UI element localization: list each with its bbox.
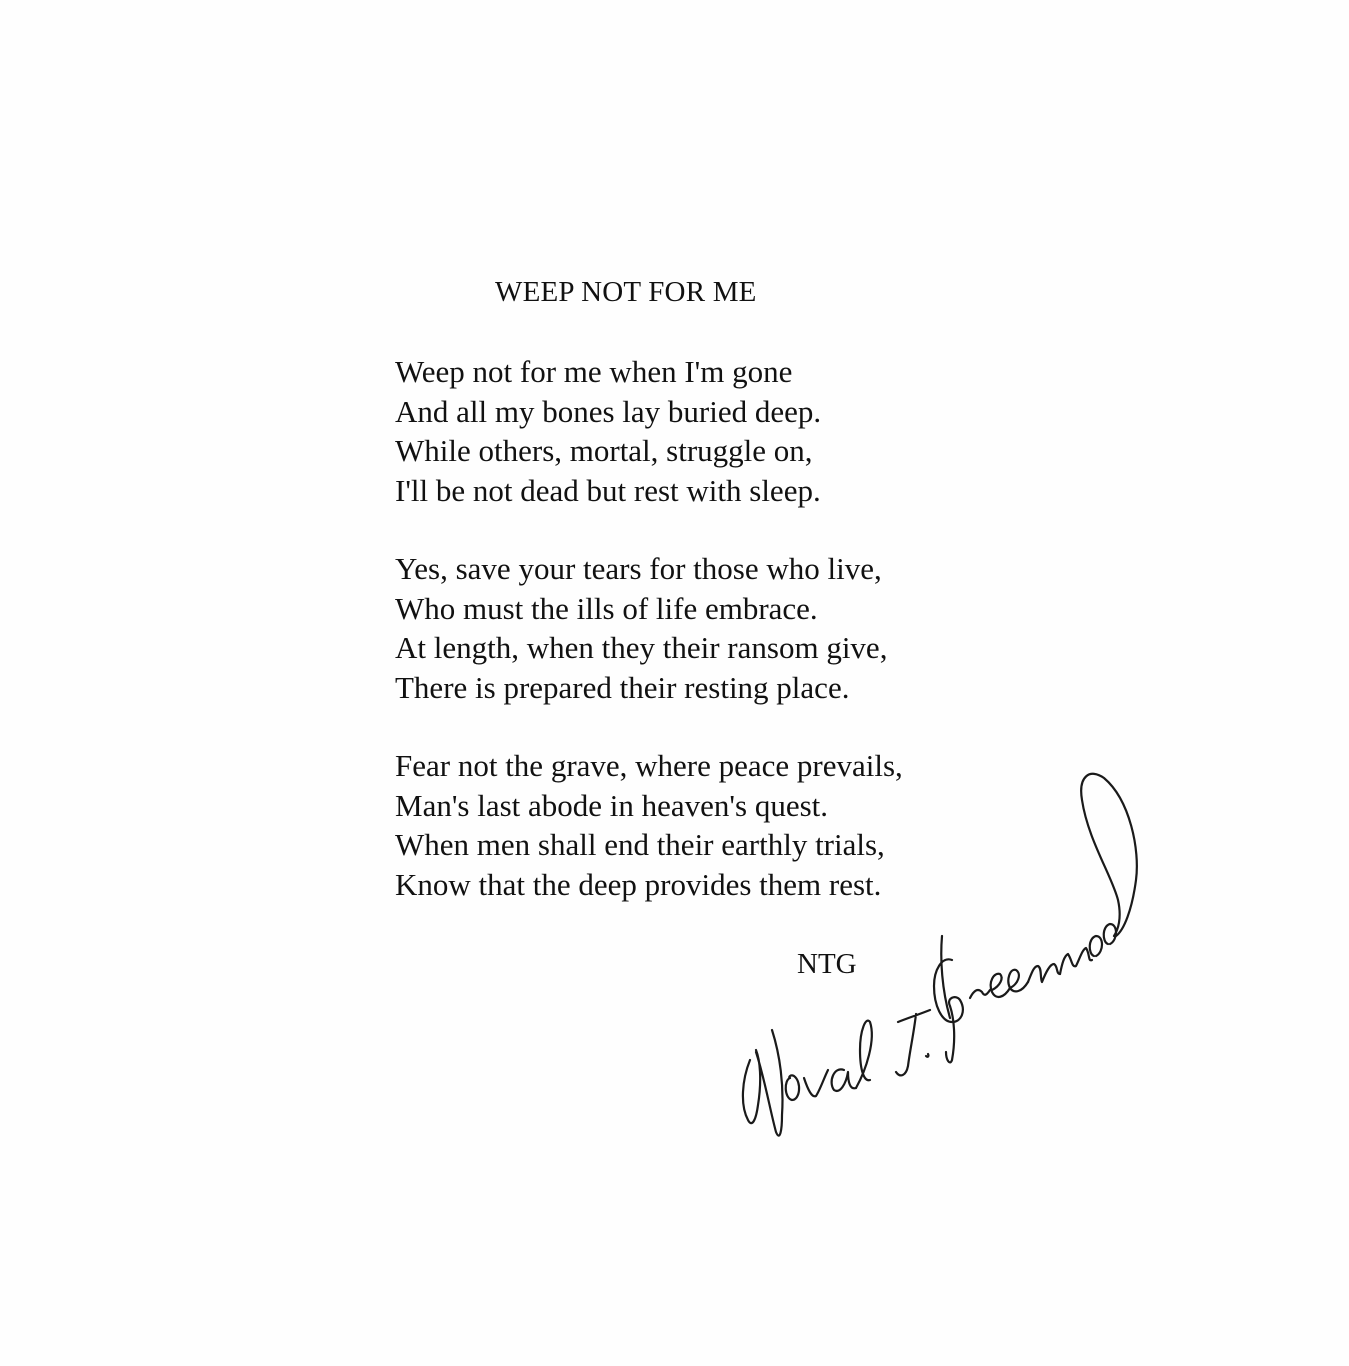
poem-line: While others, mortal, struggle on, [395, 433, 813, 468]
poem-line: At length, when they their ransom give, [395, 630, 888, 665]
author-initials: NTG [797, 948, 857, 980]
poem-line: I'll be not dead but rest with sleep. [395, 472, 821, 508]
poem-title: WEEP NOT FOR ME [495, 276, 757, 308]
poem-line: Man's last abode in heaven's quest. [395, 787, 829, 823]
poem-line: Yes, save your tears for those who live, [395, 551, 882, 586]
stanza-1 [395, 352, 821, 510]
poem-line: And all my bones lay buried deep. [395, 393, 822, 429]
poem-line: Who must the ills of life embrace. [395, 590, 818, 626]
poem-line: Know that the deep provides them rest. [395, 866, 882, 902]
poem-line: There is prepared their resting place. [395, 669, 850, 705]
poem-line: When men shall end their earthly trials, [395, 827, 885, 862]
poem-line: Weep not for me when I'm gone [395, 354, 793, 389]
stanza-2 [395, 549, 887, 707]
poem-line: Fear not the grave, where peace prevails, [395, 748, 903, 783]
handwritten-signature [720, 760, 1150, 1160]
